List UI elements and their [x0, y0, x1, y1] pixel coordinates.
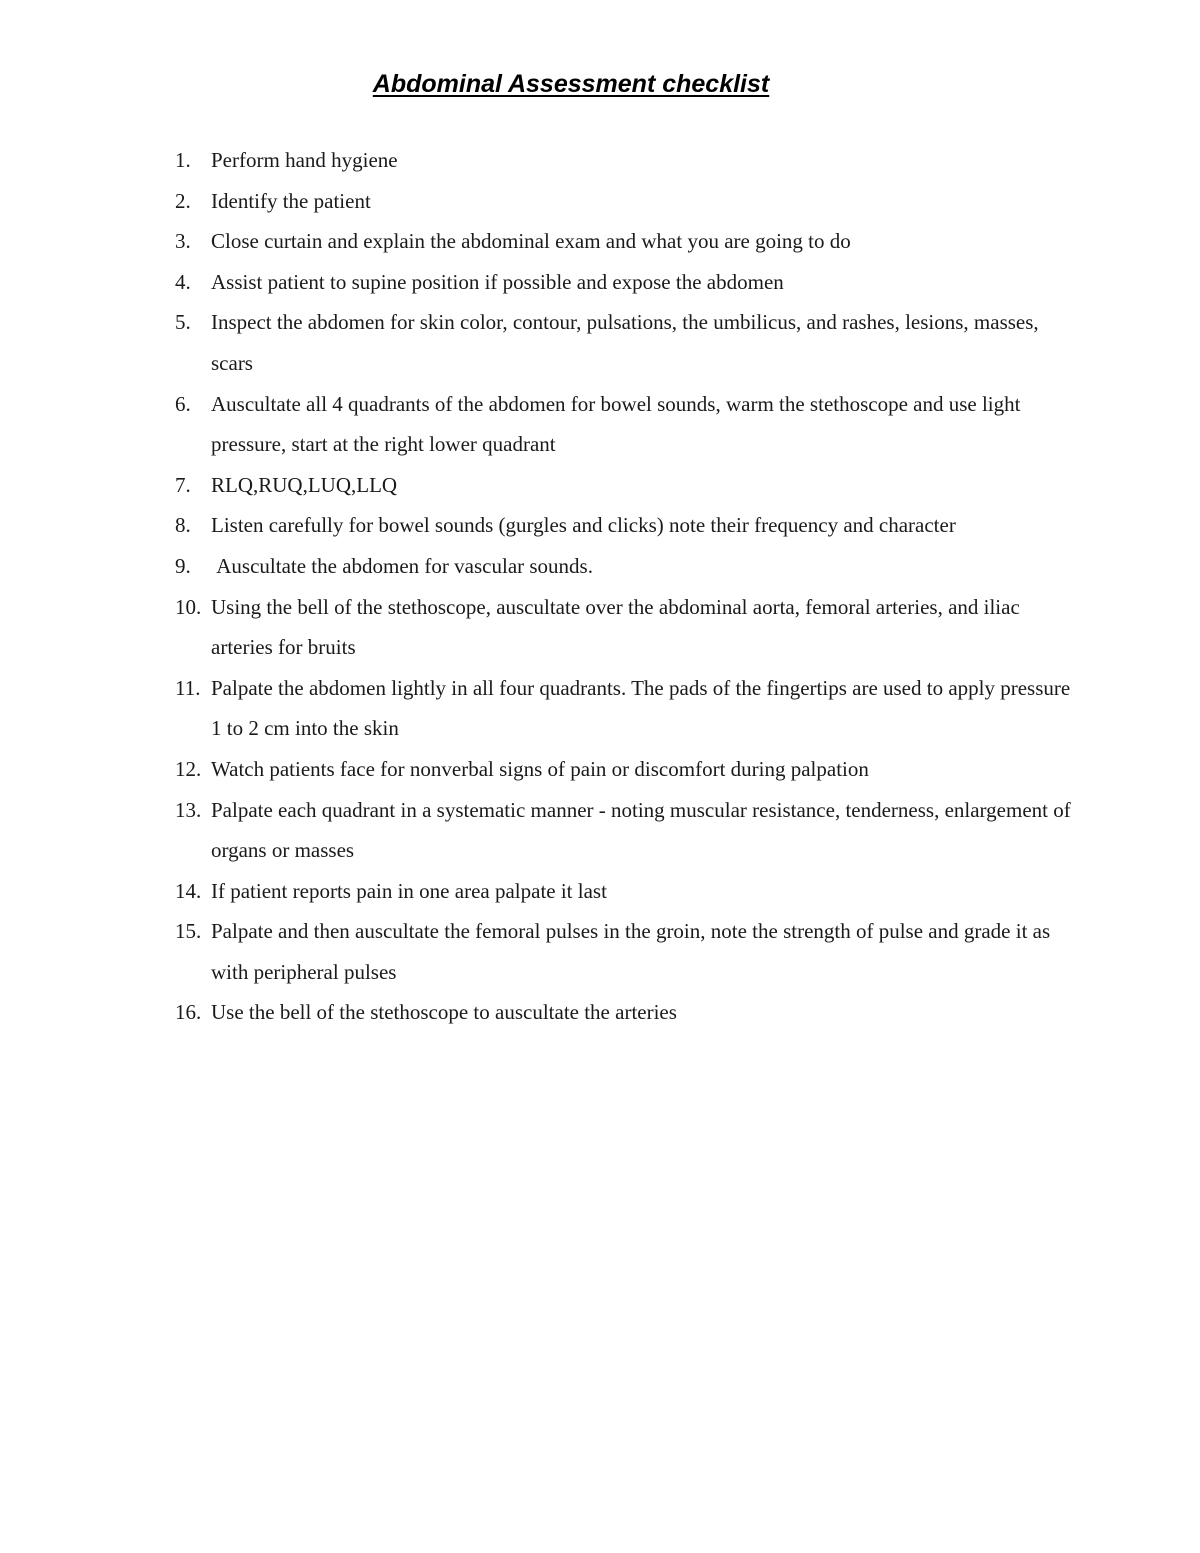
item-number: 9. [175, 553, 191, 578]
item-number: 5. [175, 310, 191, 335]
item-text: Assist patient to supine position if possible and expose the abdomen [211, 269, 784, 294]
checklist-item [0, 262, 1071, 303]
item-text: Auscultate all 4 quadrants of the abdomen for bowel sounds, warm the stethoscope and use light pressure, start at the right lower quadrant [211, 391, 1026, 457]
checklist-item [0, 911, 1071, 992]
checklist-item [0, 668, 1076, 749]
item-number: 10. [175, 594, 202, 619]
item-text: Watch patients face for nonverbal signs of pain or discomfort during palpation [211, 756, 869, 781]
checklist-item [0, 871, 1071, 912]
item-text: Auscultate the abdomen for vascular sounds. [211, 553, 593, 578]
page-title: Abdominal Assessment checklist [372, 70, 770, 98]
item-text: RLQ,RUQ,LUQ,LLQ [211, 472, 398, 497]
checklist-item [0, 140, 1071, 181]
item-text: Listen carefully for bowel sounds (gurgles and clicks) note their frequency and character [211, 513, 956, 538]
item-number: 16. [175, 1000, 202, 1025]
item-number: 15. [175, 919, 202, 944]
item-number: 4. [175, 269, 191, 294]
item-number: 2. [175, 188, 191, 213]
checklist-item [0, 546, 1071, 587]
checklist-item [0, 992, 1071, 1033]
checklist-item [0, 384, 1071, 465]
item-text: If patient reports pain in one area palpate it last [211, 878, 607, 903]
checklist-item [0, 181, 1071, 222]
checklist [0, 140, 1200, 1033]
item-number: 12. [175, 756, 202, 781]
item-number: 13. [175, 797, 202, 822]
item-number: 6. [175, 391, 191, 416]
item-number: 1. [175, 148, 191, 172]
item-text: Use the bell of the stethoscope to auscultate the arteries [211, 1000, 677, 1025]
checklist-item [0, 465, 1071, 506]
item-text: Perform hand hygiene [211, 148, 398, 172]
item-text: Identify the patient [211, 188, 371, 213]
item-text: Palpate the abdomen lightly in all four quadrants. The pads of the fingertips are used to apply pressure 1 to 2 cm into the skin [211, 675, 1076, 741]
item-text: Close curtain and explain the abdominal exam and what you are going to do [211, 229, 851, 254]
checklist-item [0, 790, 1076, 871]
item-text: Palpate each quadrant in a systematic manner - noting muscular resistance, tenderness, enlargement of organs or masses [211, 797, 1076, 863]
checklist-item [0, 587, 1071, 668]
item-number: 11. [175, 675, 201, 700]
item-text: Using the bell of the stethoscope, auscultate over the abdominal aorta, femoral arteries, and iliac arteries for bruits [211, 594, 1026, 660]
item-number: 14. [175, 878, 202, 903]
item-text: Inspect the abdomen for skin color, contour, pulsations, the umbilicus, and rashes, lesions, masses, scars [211, 310, 1044, 375]
item-number: 7. [175, 472, 191, 497]
checklist-item [0, 302, 1071, 383]
item-number: 3. [175, 229, 191, 254]
checklist-item [0, 505, 1071, 546]
checklist-item [0, 749, 1071, 790]
item-number: 8. [175, 513, 191, 538]
checklist-item [0, 221, 1071, 262]
item-text: Palpate and then auscultate the femoral pulses in the groin, note the strength of pulse and grade it as with peripheral pulses [211, 919, 1056, 984]
